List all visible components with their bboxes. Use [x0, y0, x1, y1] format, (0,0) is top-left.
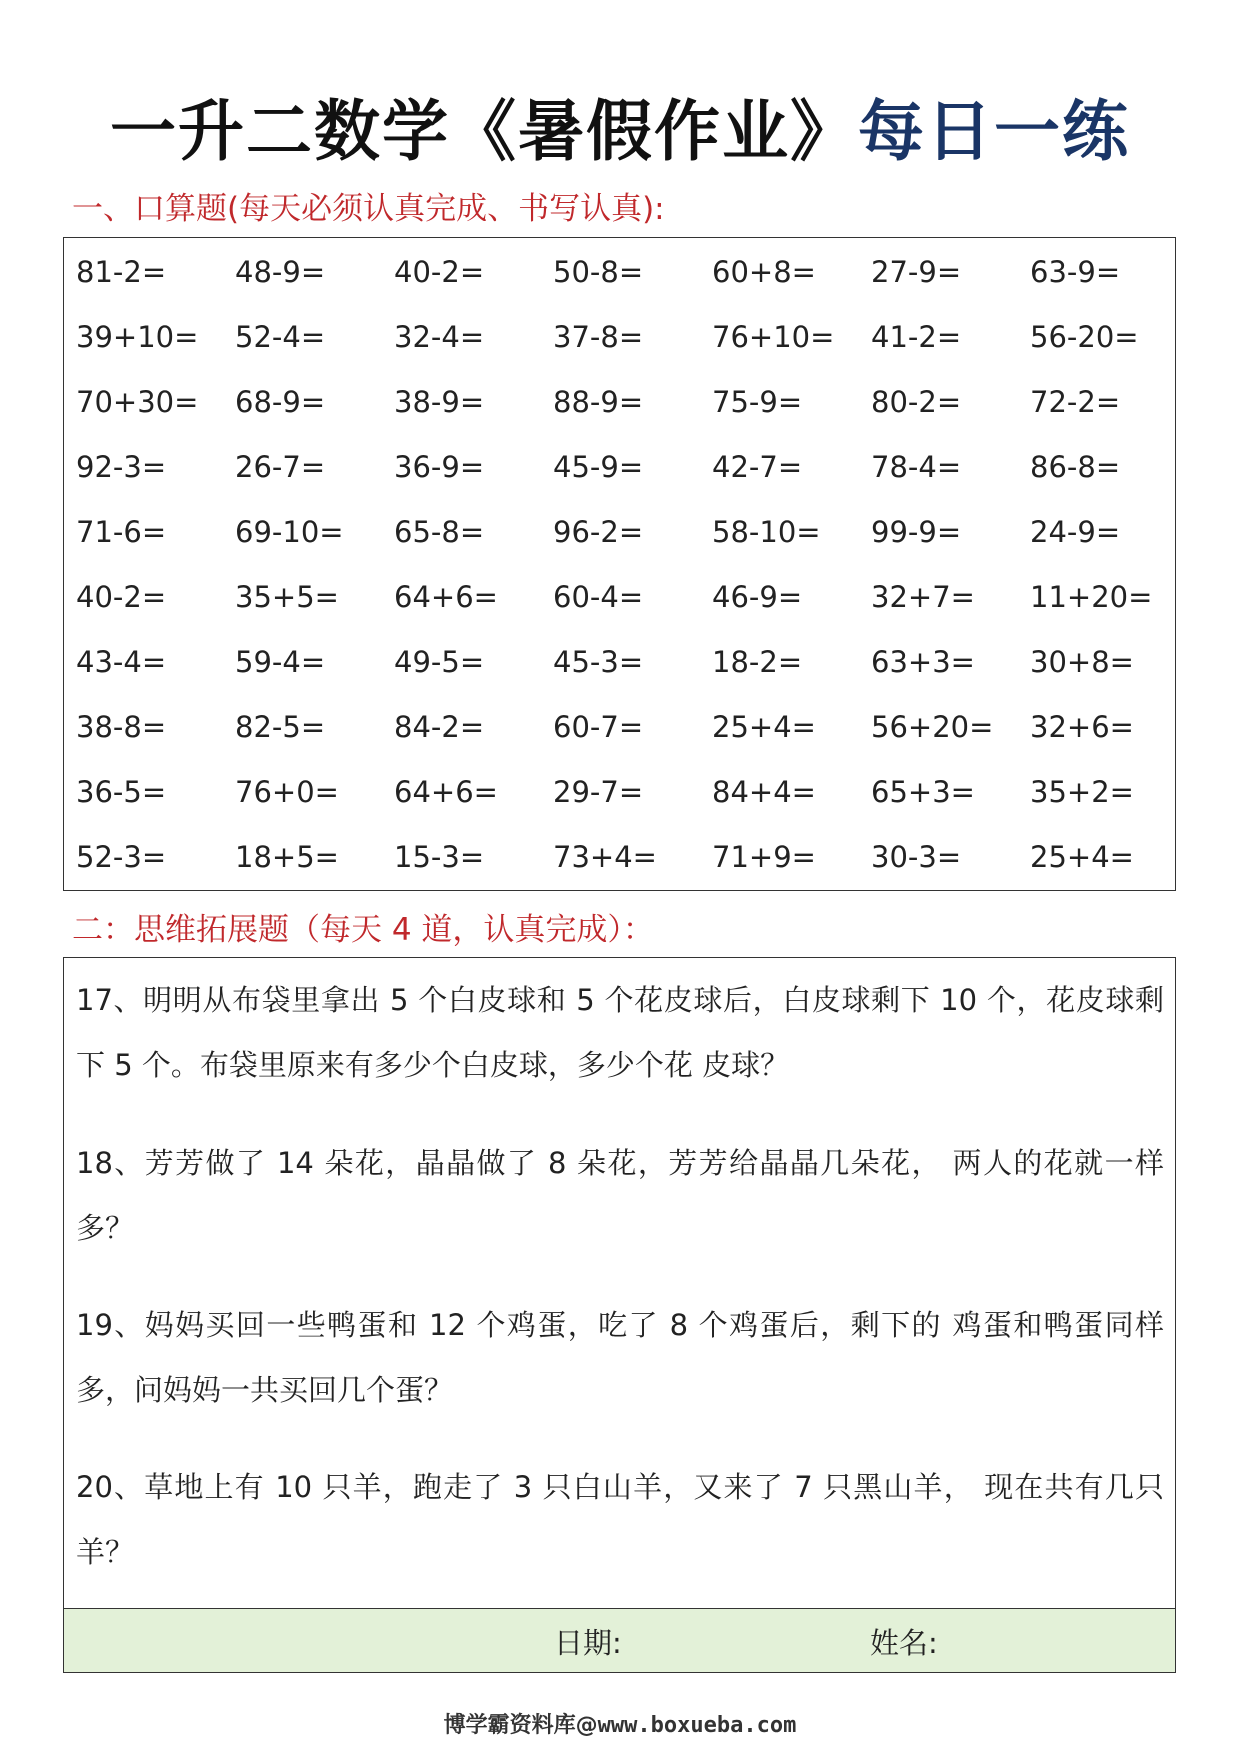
calc-item: 71-6= — [76, 515, 167, 549]
calc-item: 60-7= — [553, 710, 644, 744]
calc-item: 43-4= — [76, 645, 167, 679]
mental-math-box — [63, 237, 1176, 891]
calc-item: 81-2= — [76, 255, 167, 289]
watermark — [0, 1708, 1240, 1739]
calc-item: 42-7= — [712, 450, 803, 484]
calc-item: 39+10= — [76, 320, 199, 354]
title-main: 一升二数学《暑假作业》 — [110, 93, 858, 170]
calc-item: 24-9= — [1030, 515, 1121, 549]
calc-item: 35+5= — [235, 580, 339, 614]
calc-item: 36-5= — [76, 775, 167, 809]
calc-item: 49-5= — [394, 645, 485, 679]
section-heading-thinking: 二：思维拓展题（每天 4 道，认真完成）： — [72, 912, 654, 948]
calc-item: 40-2= — [76, 580, 167, 614]
calc-item: 32+6= — [1030, 710, 1134, 744]
calc-item: 11+20= — [1030, 580, 1153, 614]
calc-item: 63-9= — [1030, 255, 1121, 289]
calc-item: 99-9= — [871, 515, 962, 549]
calc-item: 36-9= — [394, 450, 485, 484]
calc-item: 69-10= — [235, 515, 344, 549]
calc-item: 45-9= — [553, 450, 644, 484]
calc-item: 72-2= — [1030, 385, 1121, 419]
calc-item: 58-10= — [712, 515, 821, 549]
calc-item: 86-8= — [1030, 450, 1121, 484]
calc-item: 60-4= — [553, 580, 644, 614]
watermark-text: 博学霸资料库@ — [443, 1713, 598, 1738]
calc-item: 30+8= — [1030, 645, 1134, 679]
calc-item: 37-8= — [553, 320, 644, 354]
calc-item: 25+4= — [1030, 840, 1134, 874]
calc-item: 27-9= — [871, 255, 962, 289]
calc-item: 76+10= — [712, 320, 835, 354]
page-title — [0, 78, 1240, 173]
calc-item: 96-2= — [553, 515, 644, 549]
calc-item: 84+4= — [712, 775, 816, 809]
word-problem-20: 20、草地上有 10 只羊，跑走了 3 只白山羊，又来了 7 只黑山羊， 现在共有几只羊？ — [76, 1470, 1164, 1569]
calc-item: 92-3= — [76, 450, 167, 484]
calc-item: 48-9= — [235, 255, 326, 289]
calc-item: 65-8= — [394, 515, 485, 549]
calc-item: 64+6= — [394, 775, 498, 809]
calc-item: 41-2= — [871, 320, 962, 354]
calc-item: 52-4= — [235, 320, 326, 354]
date-label: 日期: — [554, 1626, 622, 1660]
calc-item: 70+30= — [76, 385, 199, 419]
word-problem-box — [63, 957, 1176, 1673]
calc-item: 80-2= — [871, 385, 962, 419]
calc-item: 50-8= — [553, 255, 644, 289]
calc-item: 56-20= — [1030, 320, 1139, 354]
calc-item: 68-9= — [235, 385, 326, 419]
watermark-url: www.boxueba.com — [597, 1713, 797, 1738]
title-highlight: 每日一练 — [858, 93, 1130, 170]
calc-item: 35+2= — [1030, 775, 1134, 809]
calc-item: 40-2= — [394, 255, 485, 289]
calc-item: 26-7= — [235, 450, 326, 484]
word-problem-19: 19、妈妈买回一些鸭蛋和 12 个鸡蛋，吃了 8 个鸡蛋后，剩下的 鸡蛋和鸭蛋同样多，问妈妈一共买回几个蛋？ — [76, 1308, 1164, 1407]
calc-item: 15-3= — [394, 840, 485, 874]
calc-item: 65+3= — [871, 775, 975, 809]
calc-item: 59-4= — [235, 645, 326, 679]
calc-item: 30-3= — [871, 840, 962, 874]
calc-item: 71+9= — [712, 840, 816, 874]
calc-item: 82-5= — [235, 710, 326, 744]
word-problem-17: 17、明明从布袋里拿出 5 个白皮球和 5 个花皮球后，白皮球剩下 10 个，花皮球剩下 5 个。布袋里原来有多少个白皮球，多少个花 皮球？ — [76, 983, 1164, 1082]
calc-item: 45-3= — [553, 645, 644, 679]
calc-item: 52-3= — [76, 840, 167, 874]
calc-item: 32-4= — [394, 320, 485, 354]
mental-math-grid — [76, 252, 1189, 902]
calc-item: 75-9= — [712, 385, 803, 419]
calc-item: 18+5= — [235, 840, 339, 874]
calc-item: 76+0= — [235, 775, 339, 809]
calc-item: 38-9= — [394, 385, 485, 419]
calc-item: 73+4= — [553, 840, 657, 874]
calc-item: 56+20= — [871, 710, 994, 744]
calc-item: 46-9= — [712, 580, 803, 614]
name-label: 姓名: — [870, 1626, 938, 1660]
calc-item: 29-7= — [553, 775, 644, 809]
section-heading-mental-math: 一、口算题(每天必须认真完成、书写认真): — [72, 191, 665, 227]
word-problem-18: 18、芳芳做了 14 朵花，晶晶做了 8 朵花，芳芳给晶晶几朵花， 两人的花就一样多？ — [76, 1146, 1164, 1245]
calc-item: 38-8= — [76, 710, 167, 744]
calc-item: 84-2= — [394, 710, 485, 744]
calc-item: 78-4= — [871, 450, 962, 484]
calc-item: 25+4= — [712, 710, 816, 744]
calc-item: 32+7= — [871, 580, 975, 614]
calc-item: 63+3= — [871, 645, 975, 679]
calc-item: 64+6= — [394, 580, 498, 614]
calc-item: 18-2= — [712, 645, 803, 679]
calc-item: 60+8= — [712, 255, 816, 289]
date-name-bar — [64, 1608, 1175, 1672]
calc-item: 88-9= — [553, 385, 644, 419]
